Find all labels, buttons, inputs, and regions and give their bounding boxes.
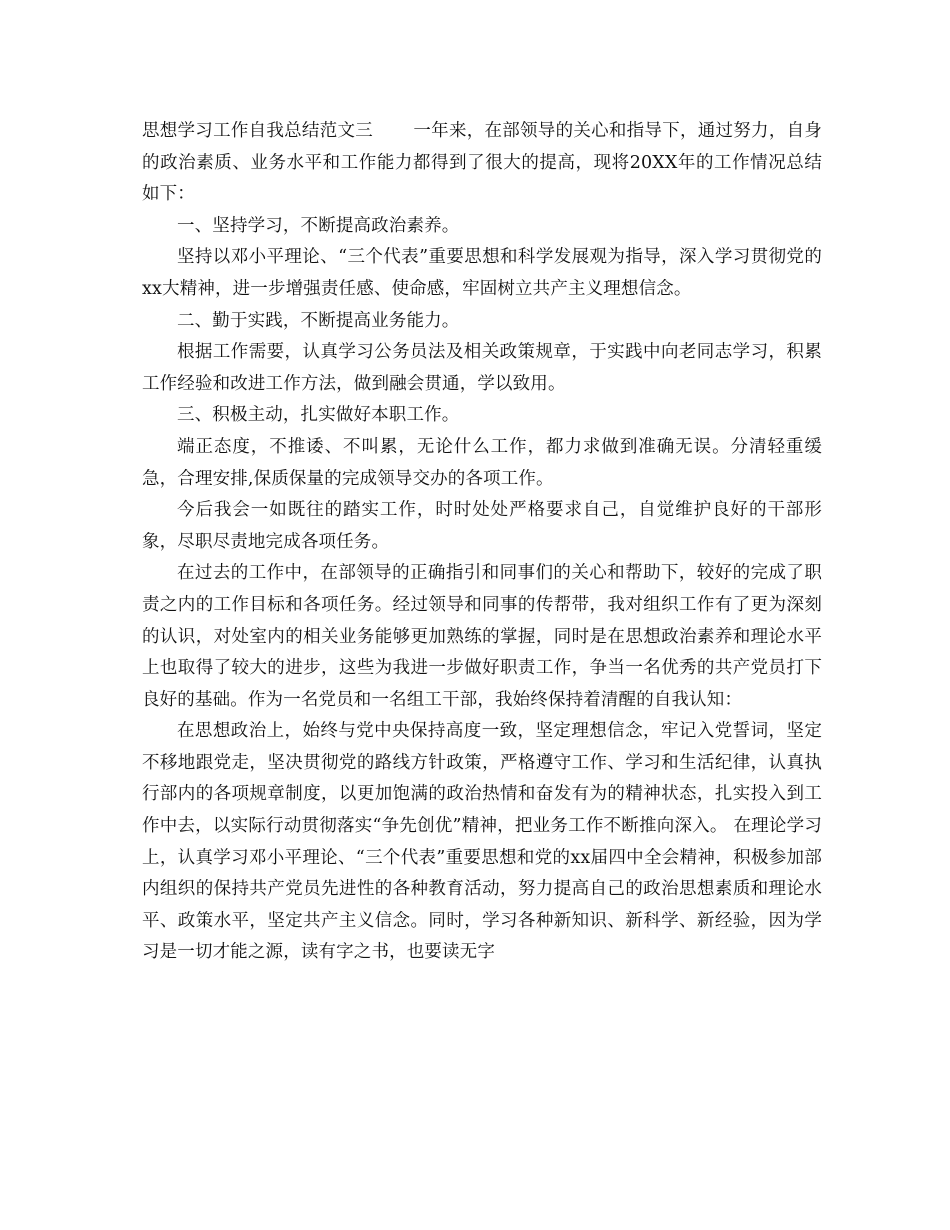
section-heading-2: 二、勤于实践，不断提高业务能力。	[177, 310, 460, 331]
intro-text: 一年来，在部领导的关心和指导下，通过努力，自身的政治素质、业务水平和工作能力都得到了很大的提高，现将20XX年的工作情况总结如下：	[142, 121, 823, 205]
body-paragraph-6: 在思想政治上，始终与党中央保持高度一致，坚定理想信念，牢记入党誓词，坚定不移地跟党走，坚决贯彻党的路线方针政策，严格遵守工作、学习和生活纪律，认真执行部内的各项规章制度，以更加饱满的政治热情和奋发有为的精神状态，扎实投入到工作中去，以实际行动贯彻落实“争先创优”精神，把业务工作不断推向深入。 在理论学习上，认真学习邓小平理论、“三个代表”重要思想和党的xx届四中全会精神，积极参加部内组织的保持共产党员先进性的各种教育活动，努力提高自己的政治思想素质和理论水平、政策水平，坚定共产主义信念。同时，学习各种新知识、新科学、新经验，因为学习是一切才能之源，读有字之书，也要读无字	[142, 721, 822, 963]
body-paragraph-3: 端正态度，不推诿、不叫累，无论什么工作，都力求做到准确无误。分清轻重缓急，合理安排,保质保量的完成领导交办的各项工作。	[142, 436, 822, 489]
body-paragraph-5: 在过去的工作中，在部领导的正确指引和同事们的关心和帮助下，较好的完成了职责之内的工作目标和各项任务。经过领导和同事的传帮带，我对组织工作有了更为深刻的认识，对处室内的相关业务能够更加熟练的掌握，同时是在思想政治素养和理论水平上也取得了较大的进步，这些为我进一步做好职责工作，争当一名优秀的共产党员打下良好的基础。作为一名党员和一名组工干部，我始终保持着清醒的自我认知：	[142, 563, 822, 710]
section-heading-1: 一、坚持学习，不断提高政治素养。	[177, 215, 460, 236]
body-paragraph-4: 今后我会一如既往的踏实工作，时时处处严格要求自己，自觉维护良好的干部形象，尽职尽责地完成各项任务。	[142, 500, 822, 552]
body-paragraph-1: 坚持以邓小平理论、“三个代表”重要思想和科学发展观为指导，深入学习贯彻党的xx大精神，进一步增强责任感、使命感，牢固树立共产主义理想信念。	[142, 247, 822, 299]
document-title: 思想学习工作自我总结范文三	[142, 121, 374, 141]
title-intro-paragraph	[142, 116, 822, 211]
body-paragraph-2: 根据工作需要，认真学习公务员法及相关政策规章，于实践中向老同志学习，积累工作经验和改进工作方法，做到融会贯通，学以致用。	[142, 342, 822, 394]
section-heading-3: 三、积极主动，扎实做好本职工作。	[177, 405, 460, 426]
document-body	[142, 116, 822, 969]
